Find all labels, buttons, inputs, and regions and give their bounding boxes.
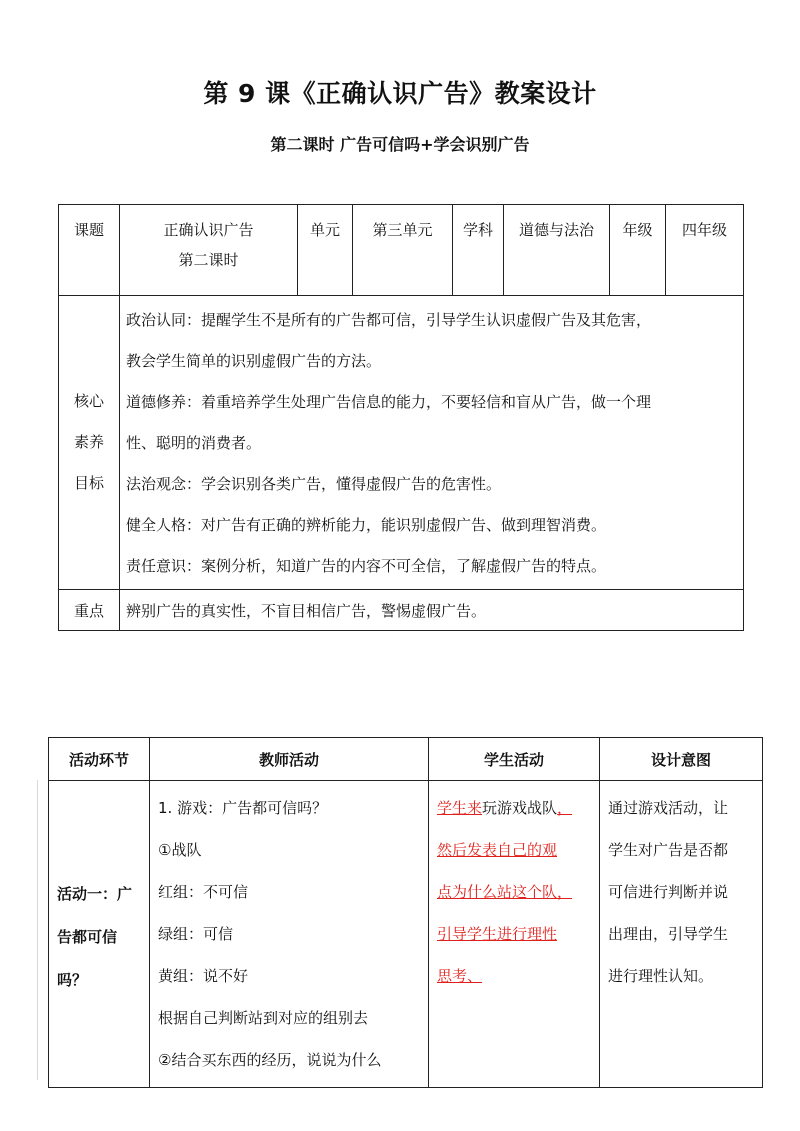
activity-table: [48, 737, 763, 1088]
intent-line: 通过游戏活动，让: [608, 799, 729, 817]
document-title: 第 9 课《正确认识广告》教案设计: [203, 79, 597, 108]
student-activity: [429, 781, 600, 1088]
teacher-line: ①战队: [158, 841, 202, 859]
activity-name-line: 告都可信: [57, 927, 118, 946]
grade-label: 年级: [610, 205, 666, 296]
goals-label-line: 核心: [73, 392, 104, 410]
unit-label: 单元: [298, 205, 353, 296]
teacher-line: ②结合买东西的经历，说说为什么: [158, 1051, 382, 1069]
goals-label: [59, 296, 120, 590]
teacher-line: 黄组：说不好: [158, 967, 249, 985]
topic-value-line2: 第二课时: [178, 251, 239, 269]
student-text-red: 、: [467, 967, 483, 985]
intent-line: 出理由，引导学生: [608, 925, 729, 943]
goals-content: [120, 296, 744, 590]
teacher-activity: [150, 781, 429, 1088]
student-line: 引导学生进行理性: [437, 925, 558, 943]
student-text-red: 学生来: [437, 799, 483, 817]
intent-line: 进行理性认知。: [608, 967, 714, 985]
key-value: 辨别广告的真实性，不盲目相信广告，警惕虚假广告。: [120, 590, 744, 631]
student-line: [437, 787, 591, 829]
grade-value: 四年级: [666, 205, 744, 296]
header-student-activity: 学生活动: [429, 738, 600, 781]
student-text-red: ，: [557, 799, 573, 817]
goal-line: 法治观念：学会识别各类广告，懂得虚假广告的危害性。: [126, 475, 502, 493]
key-label: 重点: [59, 590, 120, 631]
teacher-line: 绿组：可信: [158, 925, 234, 943]
goal-line: 性、聪明的消费者。: [126, 434, 262, 452]
student-line: 然后发表自己的观: [437, 841, 558, 859]
subject-value: 道德与法治: [504, 205, 610, 296]
margin-line: [37, 780, 38, 1080]
subject-label: 学科: [453, 205, 504, 296]
topic-label: 课题: [59, 205, 120, 296]
header-design-intent: 设计意图: [600, 738, 763, 781]
student-text: 玩游戏战队: [482, 799, 558, 817]
topic-value: [120, 205, 298, 296]
teacher-line: 根据自己判断站到对应的组别去: [158, 1009, 369, 1027]
goal-line: 教会学生简单的识别虚假广告的方法。: [126, 352, 382, 370]
goals-label-line: 目标: [73, 474, 104, 492]
header-activity-stage: 活动环节: [49, 738, 150, 781]
topic-value-line1: 正确认识广告: [163, 221, 254, 239]
student-text-red: 思考: [437, 967, 468, 985]
teacher-line: 红组：不可信: [158, 883, 249, 901]
student-line: [437, 955, 591, 997]
unit-value: 第三单元: [353, 205, 453, 296]
goal-line: 健全人格：对广告有正确的辨析能力，能识别虚假广告、做到理智消费。: [126, 516, 607, 534]
activity-name: [49, 781, 150, 1088]
activity-name-line: 吗？: [57, 970, 88, 989]
intent-line: 可信进行判断并说: [608, 883, 729, 901]
activity-name-line: 活动一：广: [57, 884, 133, 903]
goal-line: 道德修养：着重培养学生处理广告信息的能力，不要轻信和盲从广告，做一个理: [126, 393, 652, 411]
goals-label-line: 素养: [73, 433, 104, 451]
header-teacher-activity: 教师活动: [150, 738, 429, 781]
design-intent: [600, 781, 763, 1088]
intent-line: 学生对广告是否都: [608, 841, 729, 859]
student-line: 点为什么站这个队，: [437, 883, 573, 901]
document-subtitle: 第二课时 广告可信吗+学会识别广告: [270, 135, 530, 154]
lesson-info-table: [58, 204, 744, 631]
teacher-line: 1. 游戏：广告都可信吗？: [158, 799, 328, 817]
goal-line: 政治认同：提醒学生不是所有的广告都可信，引导学生认识虚假广告及其危害，: [126, 311, 652, 329]
goal-line: 责任意识：案例分析，知道广告的内容不可全信，了解虚假广告的特点。: [126, 557, 607, 575]
